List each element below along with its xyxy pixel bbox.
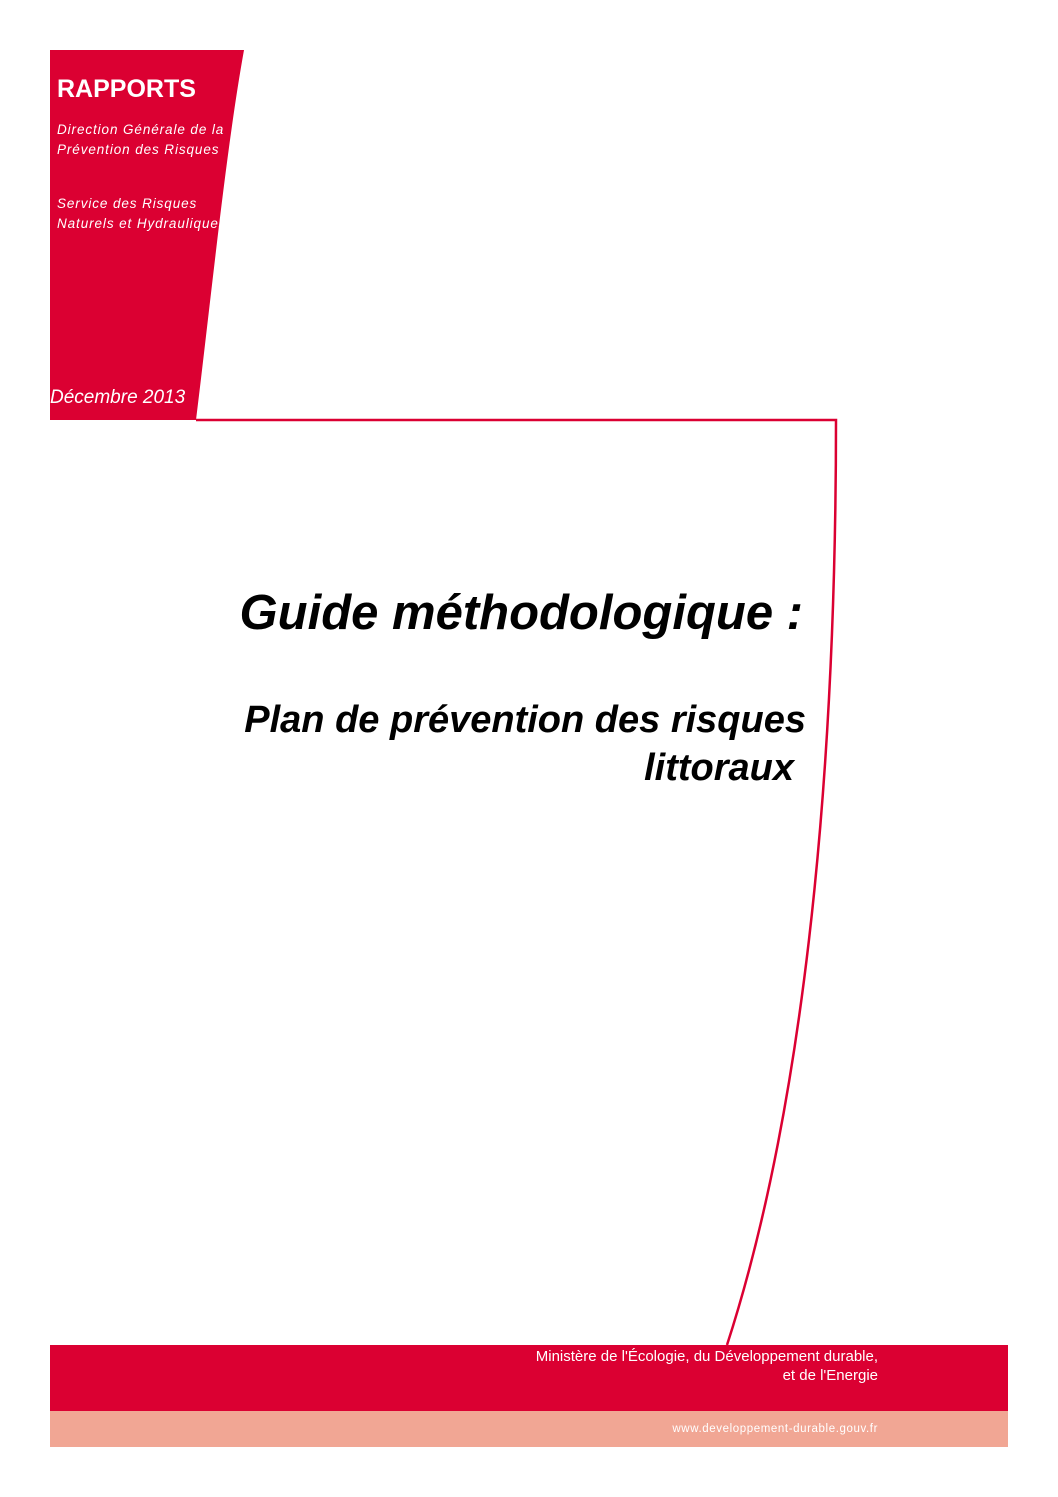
publication-date: Décembre 2013	[50, 387, 186, 408]
rapports-label: RAPPORTS	[57, 75, 196, 103]
ministry-line-1: Ministère de l'Écologie, du Développement durable,	[535, 1348, 878, 1365]
website-url: www.developpement-durable.gouv.fr	[672, 1423, 878, 1435]
ministry-line-2: et de l'Energie	[782, 1367, 878, 1384]
red-header-panel	[50, 50, 244, 420]
direction-line-1: Direction Générale de la	[57, 122, 225, 137]
service-line-1: Service des Risques	[57, 196, 198, 211]
subtitle-line-2: littoraux	[644, 747, 794, 789]
subtitle-line-1: Plan de prévention des risques	[244, 699, 806, 741]
direction-name	[57, 120, 224, 160]
document-title: Guide méthodologique :	[239, 586, 803, 640]
direction-line-2: Prévention des Risques	[57, 142, 220, 157]
ministry-name	[536, 1347, 878, 1385]
document-subtitle	[244, 696, 806, 792]
service-line-2: Naturels et Hydrauliques	[57, 216, 227, 231]
service-name	[57, 194, 226, 234]
red-frame-line	[196, 420, 836, 1345]
